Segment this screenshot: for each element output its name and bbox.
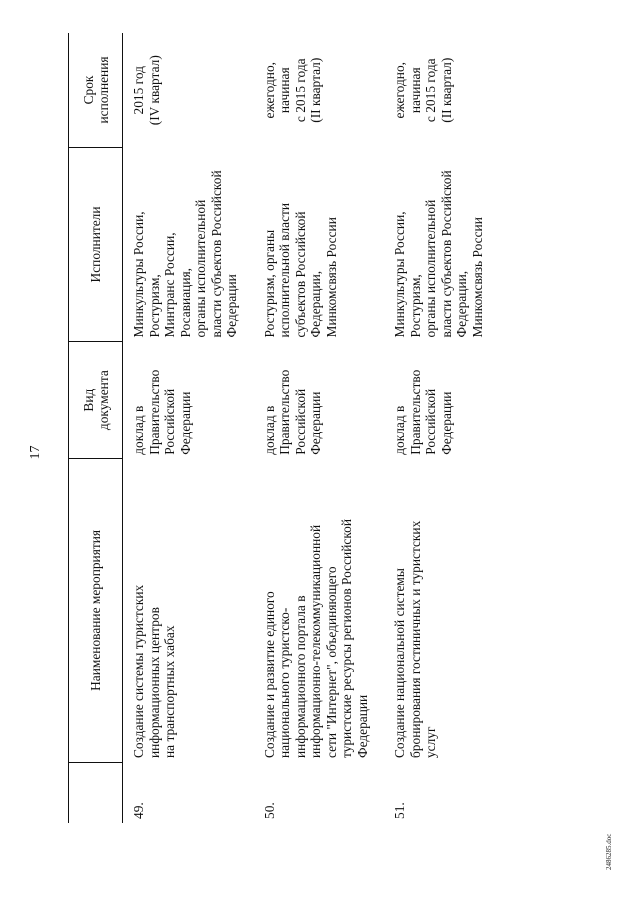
table-row (252, 33, 383, 823)
table-row (382, 33, 497, 823)
table-header-row (68, 33, 123, 823)
header-deadline: Срок исполнения (68, 33, 123, 147)
header-num (68, 762, 123, 823)
row-deadline: 2015 год (IV квартал) (131, 55, 162, 126)
row-number: 49. (131, 802, 146, 819)
row-executors: Минкультуры России, Ростуризм, органы исполнительной власти субъектов Российской Федерации, Минкомсвязь России (392, 170, 485, 338)
row-doc-type: доклад в Правительство Российской Федерации (261, 369, 323, 455)
row-measure-name: Создание национальной системы бронирования гостиничных и туристских услуг (392, 520, 438, 759)
row-executors: Ростуризм, органы исполнительной власти субъектов Российской Федерации, Минкомсвязь России (261, 202, 339, 338)
row-deadline: ежегодно, начиная с 2015 года (II квартал) (261, 57, 323, 123)
header-name: Наименование мероприятия (68, 459, 123, 762)
page-number: 17 (28, 445, 43, 460)
header-doc-type: Вид документа (68, 341, 123, 458)
measures-table (68, 33, 497, 823)
footer-file-code: 2486285.doc (605, 833, 613, 870)
row-doc-type: доклад в Правительство Российской Федерации (131, 369, 193, 455)
row-doc-type: доклад в Правительство Российской Федерации (392, 369, 454, 455)
row-deadline: ежегодно, начиная с 2015 года (II квартал) (392, 57, 454, 123)
table-row (123, 33, 252, 823)
row-number: 51. (392, 802, 407, 819)
row-measure-name: Создание и развитие единого национального туристско- информационного портала в информационно-телекоммуникационной сети "Интернет", объединяющего туристские ресурсы регионов Российской Федерации (261, 518, 370, 759)
row-executors: Минкультуры России, Ростуризм, Минтранс России, Росавиация, органы исполнительной власти субъектов Российской Федерации (131, 170, 239, 338)
row-number: 50. (261, 802, 277, 819)
row-measure-name: Создание системы туристских информационных центров на транспортных хабах (131, 584, 177, 759)
header-executors: Исполнители (68, 147, 123, 341)
